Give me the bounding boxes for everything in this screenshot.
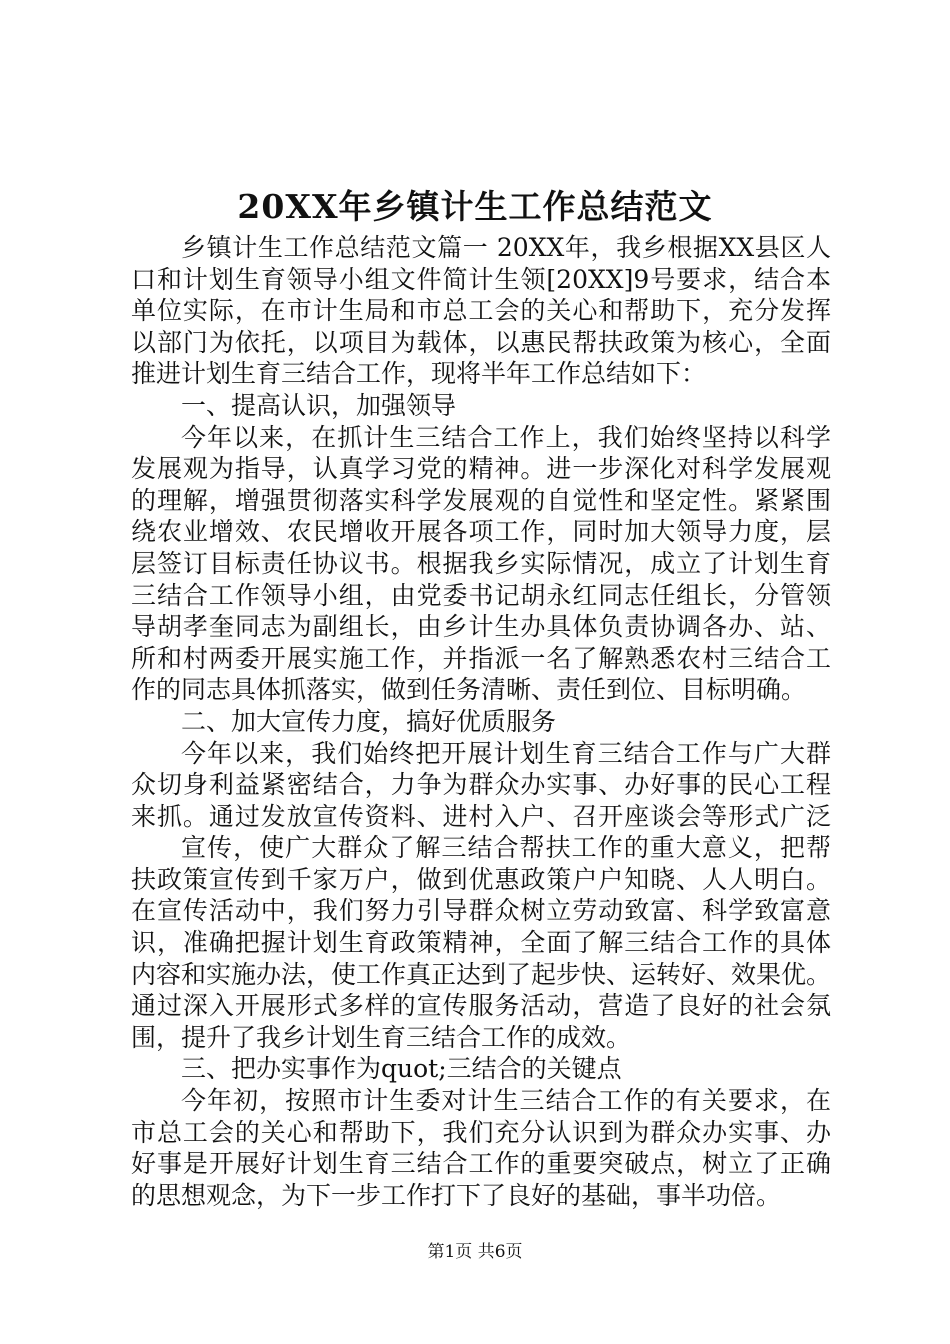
paragraph-line: 的理解，增强贯彻落实科学发展观的自觉性和坚定性。紧紧围 (131, 485, 831, 515)
paragraph-line: 发展观为指导，认真学习党的精神。进一步深化对科学发展观 (131, 454, 831, 484)
paragraph-line: 通过深入开展形式多样的宣传服务活动，营造了良好的社会氛 (131, 991, 831, 1021)
document-title: 20XX年乡镇计生工作总结范文 (237, 187, 713, 226)
paragraph-line: 内容和实施办法，使工作真正达到了起步快、运转好、效果优。 (131, 959, 832, 989)
paragraph-line: 众切身利益紧密结合，力争为群众办实事、办好事的民心工程 (131, 770, 831, 800)
paragraph-line: 乡镇计生工作总结范文篇一 20XX年，我乡根据XX县区人 (181, 233, 831, 262)
paragraph-line: 单位实际，在市计生局和市总工会的关心和帮助下，充分发挥 (131, 296, 831, 326)
section-heading: 三、把办实事作为quot;三结合的关键点 (181, 1054, 622, 1084)
paragraph-line: 在宣传活动中，我们努力引导群众树立劳动致富、科学致富意 (131, 896, 831, 926)
paragraph-line: 三结合工作领导小组，由党委书记胡永红同志任组长，分管领 (131, 580, 831, 610)
paragraph-line: 的思想观念，为下一步工作打下了良好的基础，事半功倍。 (131, 1180, 782, 1210)
paragraph-line: 绕农业增效、农民增收开展各项工作，同时加大领导力度，层 (131, 517, 831, 547)
paragraph-line: 导胡孝奎同志为副组长，由乡计生办具体负责协调各办、站、 (131, 612, 831, 642)
page-number: 第1页 共6页 (427, 1242, 523, 1262)
section-heading: 一、提高认识，加强领导 (181, 390, 457, 420)
paragraph-line: 识，准确把握计划生育政策精神，全面了解三结合工作的具体 (131, 928, 831, 958)
paragraph-line: 以部门为依托，以项目为载体，以惠民帮扶政策为核心，全面 (131, 327, 831, 357)
paragraph-line: 推进计划生育三结合工作，现将半年工作总结如下： (131, 359, 707, 389)
paragraph-line: 扶政策宣传到千家万户，做到优惠政策户户知晓、人人明白。 (131, 864, 831, 894)
paragraph-line: 围，提升了我乡计划生育三结合工作的成效。 (131, 1022, 632, 1052)
paragraph-line: 来抓。通过发放宣传资料、进村入户、召开座谈会等形式广泛 (131, 801, 831, 831)
paragraph-line: 所和村两委开展实施工作，并指派一名了解熟悉农村三结合工 (131, 643, 831, 673)
paragraph-line: 层签订目标责任协议书。根据我乡实际情况，成立了计划生育 (131, 548, 831, 578)
paragraph-line: 宣传，使广大群众了解三结合帮扶工作的重大意义，把帮 (181, 833, 831, 863)
section-heading: 二、加大宣传力度，搞好优质服务 (181, 706, 557, 736)
paragraph-line: 今年以来，在抓计生三结合工作上，我们始终坚持以科学 (181, 422, 831, 452)
paragraph-line: 今年以来，我们始终把开展计划生育三结合工作与广大群 (181, 738, 831, 768)
paragraph-line: 作的同志具体抓落实，做到任务清晰、责任到位、目标明确。 (131, 675, 807, 705)
paragraph-line: 市总工会的关心和帮助下，我们充分认识到为群众办实事、办 (131, 1117, 831, 1147)
paragraph-line: 今年初，按照市计生委对计生三结合工作的有关要求，在 (181, 1086, 831, 1116)
paragraph-line: 口和计划生育领导小组文件简计生领[20XX]9号要求，结合本 (131, 264, 831, 294)
document-body (131, 232, 831, 1211)
paragraph-line: 好事是开展好计划生育三结合工作的重要突破点，树立了正确 (131, 1149, 831, 1179)
